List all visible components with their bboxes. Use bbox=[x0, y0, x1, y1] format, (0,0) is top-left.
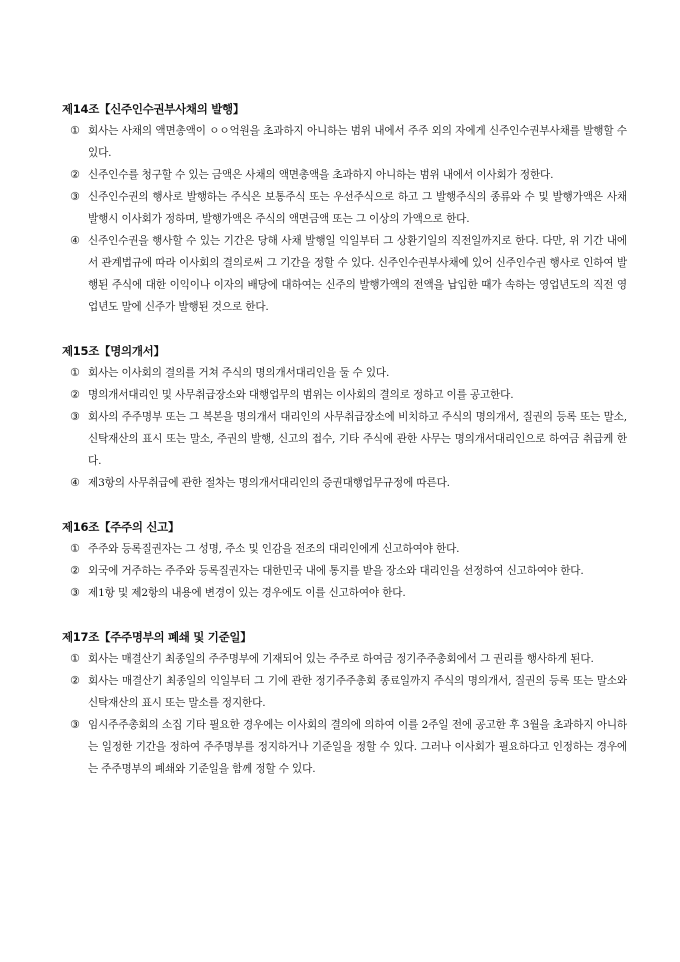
clause-list bbox=[62, 362, 627, 494]
clause-text: 회사는 이사회의 결의를 거쳐 주식의 명의개서대리인을 둘 수 있다. bbox=[88, 367, 390, 379]
clause bbox=[62, 186, 627, 230]
clause-number: ② bbox=[70, 168, 80, 181]
article-title: 제15조【명의개서】 bbox=[62, 344, 165, 358]
clause-text: 신주인수권을 행사할 수 있는 기간은 당해 사채 발행일 익일부터 그 상환기일의 직전일까지로 한다. 다만, 위 기간 내에서 관계법규에 따라 이사회의 결의로써 그 기간을 정할 수 있다. 신주인수권부사채에 있어 신주인수권 행사로 인하여 발행된 주식에 대한 이익이나 이자의 배당에 대하여는 신주의 발행가액의 전액을 납입한 때가 속하는 영업년도의 직전 영업년도 말에 신주가 발행된 것으로 한다. bbox=[88, 235, 627, 313]
clause bbox=[62, 472, 627, 494]
clause-number: ③ bbox=[70, 190, 80, 203]
clause bbox=[62, 362, 627, 384]
clause bbox=[62, 120, 627, 164]
article-15 bbox=[62, 340, 627, 494]
clause-text: 신주인수를 청구할 수 있는 금액은 사채의 액면총액을 초과하지 아니하는 범위 내에서 이사회가 정한다. bbox=[88, 169, 554, 181]
clause-text: 제1항 및 제2항의 내용에 변경이 있는 경우에도 이를 신고하여야 한다. bbox=[88, 587, 406, 599]
article-title: 제16조【주주의 신고】 bbox=[62, 520, 180, 534]
article-14 bbox=[62, 98, 627, 318]
clause-number: ② bbox=[70, 674, 80, 687]
clause-number: ③ bbox=[70, 586, 80, 599]
article-16 bbox=[62, 516, 627, 604]
document-page bbox=[62, 98, 627, 802]
article-title: 제17조【주주명부의 폐쇄 및 기준일】 bbox=[62, 630, 252, 644]
clause-list bbox=[62, 120, 627, 318]
clause bbox=[62, 670, 627, 714]
article-title: 제14조【신주인수권부사채의 발행】 bbox=[62, 102, 245, 116]
clause-text: 회사는 매결산기 최종일의 익일부터 그 기에 관한 정기주주총회 종료일까지 주식의 명의개서, 질권의 등록 또는 말소와 신탁재산의 표시 또는 말소를 정지한다. bbox=[88, 675, 627, 709]
clause-number: ② bbox=[70, 564, 80, 577]
clause bbox=[62, 714, 627, 780]
clause-number: ④ bbox=[70, 476, 80, 489]
clause-text: 회사는 사채의 액면총액이 ㅇㅇ억원을 초과하지 아니하는 범위 내에서 주주 외의 자에게 신주인수권부사채를 발행할 수 있다. bbox=[88, 125, 627, 159]
clause-number: ③ bbox=[70, 410, 80, 423]
clause-list bbox=[62, 648, 627, 780]
clause-text: 제3항의 사무취급에 관한 절차는 명의개서대리인의 증권대행업무규정에 따른다. bbox=[88, 477, 450, 489]
clause bbox=[62, 560, 627, 582]
clause-number: ① bbox=[70, 366, 80, 379]
clause bbox=[62, 384, 627, 406]
clause bbox=[62, 538, 627, 560]
clause-number: ① bbox=[70, 652, 80, 665]
clause bbox=[62, 406, 627, 472]
clause-text: 주주와 등록질권자는 그 성명, 주소 및 인감을 전조의 대리인에게 신고하여야 한다. bbox=[88, 543, 460, 555]
clause-number: ② bbox=[70, 388, 80, 401]
clause-number: ① bbox=[70, 124, 80, 137]
clause-text: 회사의 주주명부 또는 그 복본을 명의개서 대리인의 사무취급장소에 비치하고 주식의 명의개서, 질권의 등록 또는 말소, 신탁재산의 표시 또는 말소, 주권의 발행, 신고의 접수, 기타 주식에 관한 사무는 명의개서대리인으로 하여금 취급케 한다. bbox=[88, 411, 627, 467]
clause-number: ④ bbox=[70, 234, 80, 247]
clause bbox=[62, 582, 627, 604]
clause bbox=[62, 230, 627, 318]
clause-text: 외국에 거주하는 주주와 등록질권자는 대한민국 내에 통지를 받을 장소와 대리인을 선정하여 신고하여야 한다. bbox=[88, 565, 584, 577]
clause-text: 회사는 매결산기 최종일의 주주명부에 기재되어 있는 주주로 하여금 정기주주총회에서 그 권리를 행사하게 된다. bbox=[88, 653, 594, 665]
clause bbox=[62, 648, 627, 670]
clause-text: 신주인수권의 행사로 발행하는 주식은 보통주식 또는 우선주식으로 하고 그 발행주식의 종류와 수 및 발행가액은 사채발행시 이사회가 정하며, 발행가액은 주식의 액면금액 또는 그 이상의 가액으로 한다. bbox=[88, 191, 627, 225]
clause-number: ③ bbox=[70, 718, 80, 731]
clause-text: 임시주주총회의 소집 기타 필요한 경우에는 이사회의 결의에 의하여 이를 2주일 전에 공고한 후 3월을 초과하지 아니하는 일정한 기간을 정하여 주주명부를 정지하거나 기준일을 정할 수 있다. 그러나 이사회가 필요하다고 인정하는 경우에는 주주명부의 폐쇄와 기준일을 함께 정할 수 있다. bbox=[88, 719, 627, 775]
clause-number: ① bbox=[70, 542, 80, 555]
article-17 bbox=[62, 626, 627, 780]
clause bbox=[62, 164, 627, 186]
clause-list bbox=[62, 538, 627, 604]
clause-text: 명의개서대리인 및 사무취급장소와 대행업무의 범위는 이사회의 결의로 정하고 이를 공고한다. bbox=[88, 389, 514, 401]
